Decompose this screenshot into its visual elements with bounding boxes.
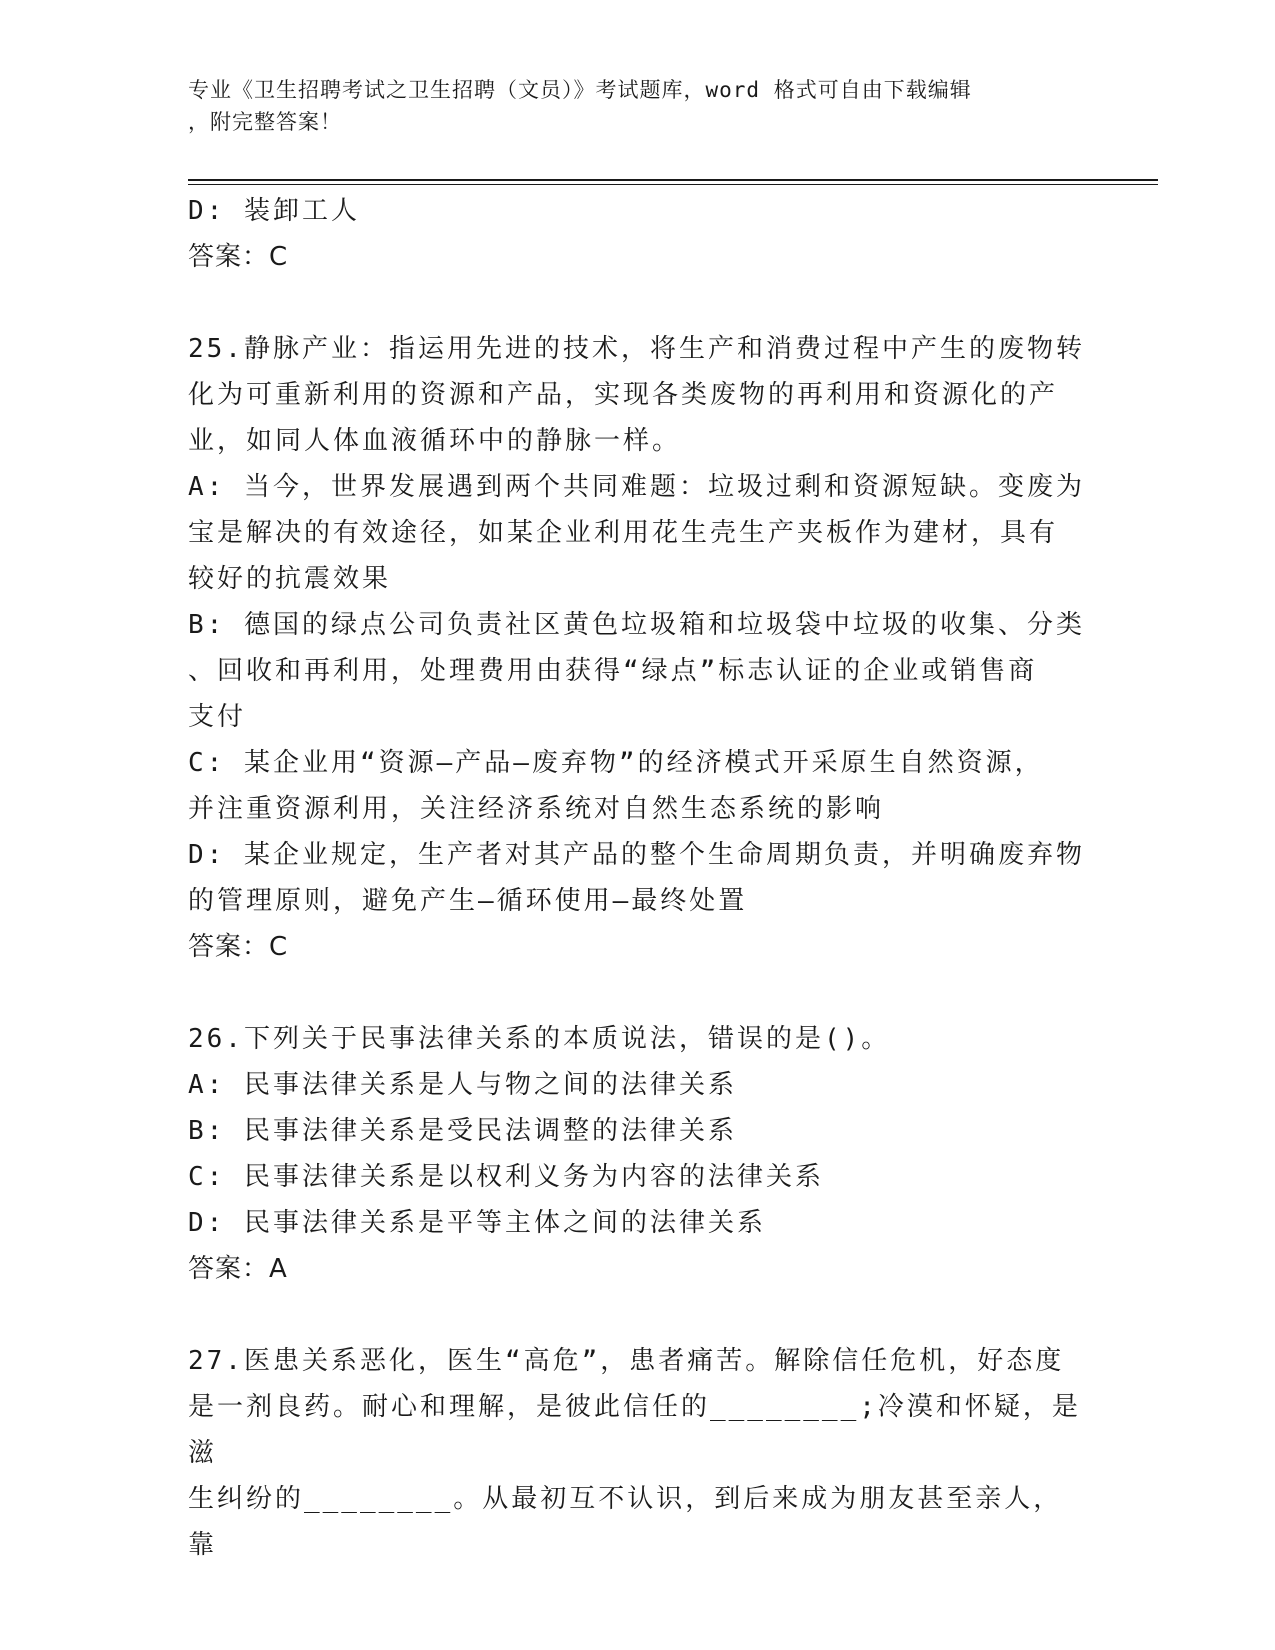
question-26-option-d: D: 民事法律关系是平等主体之间的法律关系 xyxy=(188,1208,766,1238)
page-header xyxy=(188,74,1088,138)
question-25 xyxy=(188,326,1088,970)
question-25-option-b-line: 支付 xyxy=(188,702,247,732)
question-26-option-b: B: 民事法律关系是受民法调整的法律关系 xyxy=(188,1116,737,1146)
question-25-option-b-line: 、回收和再利用，处理费用由获得“绿点”标志认证的企业或销售商 xyxy=(188,656,1038,686)
question-25-option-a-line: 宝是解决的有效途径，如某企业利用花生壳生产夹板作为建材，具有 xyxy=(188,518,1059,548)
question-25-option-a-line: 较好的抗震效果 xyxy=(188,564,392,594)
question-25-option-c-line: 并注重资源利用，关注经济系统对自然生态系统的影响 xyxy=(188,794,885,824)
question-content xyxy=(188,188,1088,1568)
header-divider-thin xyxy=(188,184,1158,185)
spacer xyxy=(188,1292,1088,1338)
prev-option-d: D: 装卸工人 xyxy=(188,196,360,226)
question-25-stem-line: 25.静脉产业：指运用先进的技术，将生产和消费过程中产生的废物转 xyxy=(188,334,1085,364)
spacer xyxy=(188,280,1088,326)
question-25-answer: 答案：C xyxy=(188,932,289,962)
header-line-1: 专业《卫生招聘考试之卫生招聘（文员）》考试题库，word 格式可自由下载编辑 xyxy=(188,78,972,102)
prev-answer: 答案：C xyxy=(188,242,289,272)
question-25-option-c-line: C: 某企业用“资源—产品—废弃物”的经济模式开采原生自然资源， xyxy=(188,748,1044,778)
spacer xyxy=(188,970,1088,1016)
question-26-option-a: A: 民事法律关系是人与物之间的法律关系 xyxy=(188,1070,737,1100)
question-27 xyxy=(188,1338,1088,1568)
question-26-answer: 答案：A xyxy=(188,1254,288,1284)
header-divider-thick xyxy=(188,179,1158,181)
question-27-stem-line: 27.医患关系恶化，医生“高危”，患者痛苦。解除信任危机，好态度 xyxy=(188,1346,1065,1376)
header-line-2: ，附完整答案！ xyxy=(188,110,342,134)
question-25-option-a-line: A: 当今，世界发展遇到两个共同难题：垃圾过剩和资源短缺。变废为 xyxy=(188,472,1085,502)
question-26-option-c: C: 民事法律关系是以权利义务为内容的法律关系 xyxy=(188,1162,824,1192)
question-25-stem-line: 化为可重新利用的资源和产品，实现各类废物的再利用和资源化的产 xyxy=(188,380,1059,410)
question-25-stem-line: 业，如同人体血液循环中的静脉一样。 xyxy=(188,426,682,456)
question-25-option-d-line: D: 某企业规定，生产者对其产品的整个生命周期负责，并明确废弃物 xyxy=(188,840,1085,870)
question-27-stem-line: 是一剂良药。耐心和理解，是彼此信任的________;冷漠和怀疑，是滋 xyxy=(188,1392,1081,1468)
question-26 xyxy=(188,1016,1088,1292)
question-25-option-d-line: 的管理原则，避免产生—循环使用—最终处置 xyxy=(188,886,748,916)
question-27-stem-line: 生纠纷的________。从最初互不认识，到后来成为朋友甚至亲人，靠 xyxy=(188,1484,1063,1560)
question-25-option-b-line: B: 德国的绿点公司负责社区黄色垃圾箱和垃圾袋中垃圾的收集、分类 xyxy=(188,610,1085,640)
question-26-stem: 26.下列关于民事法律关系的本质说法，错误的是()。 xyxy=(188,1024,891,1054)
